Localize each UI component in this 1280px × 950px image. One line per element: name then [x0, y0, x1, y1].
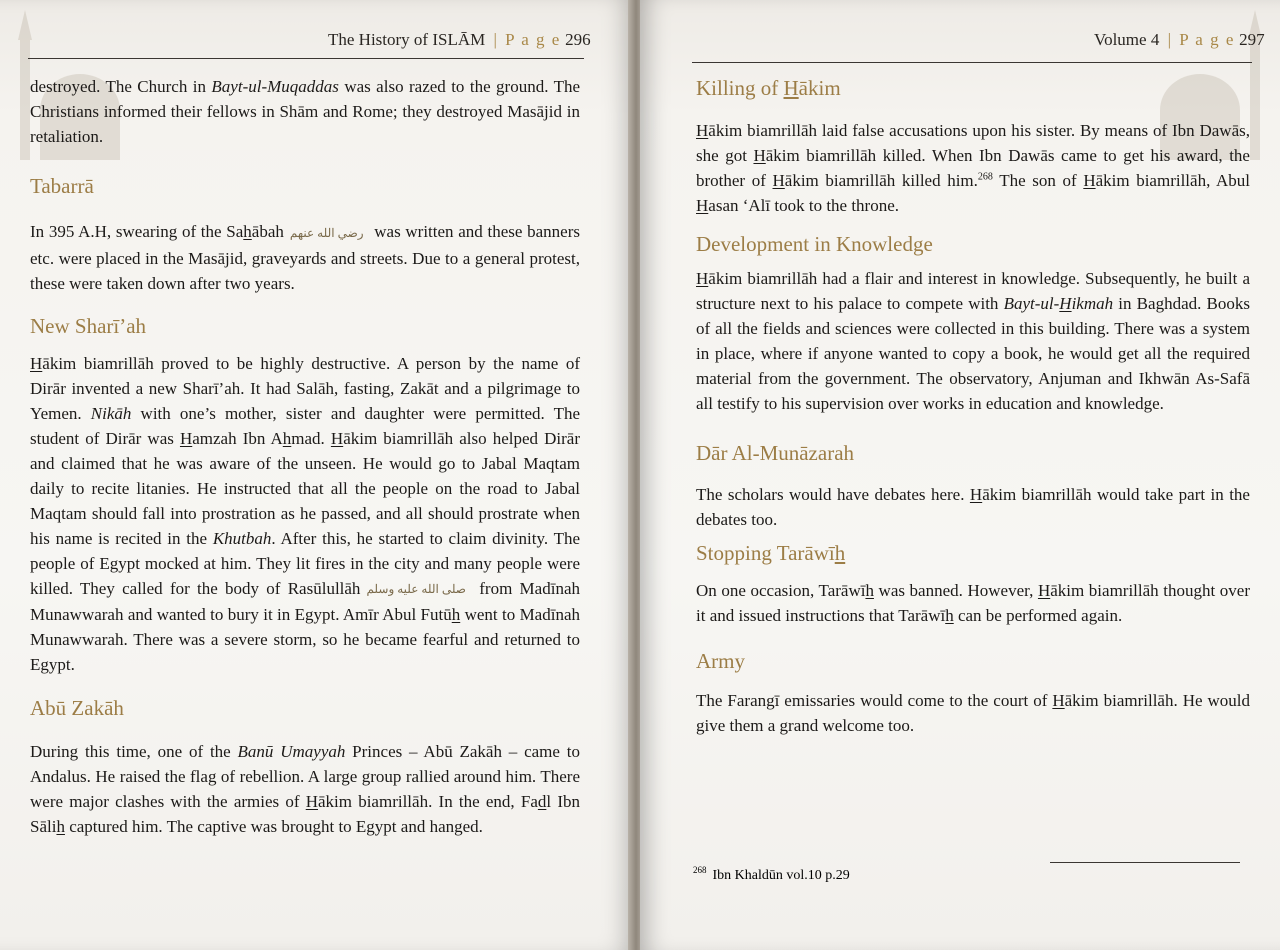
section-heading-abu-zakah: Abū Zakāh [30, 696, 124, 721]
book-title: The History of ISLĀM [328, 30, 486, 49]
section-heading-dar-al-munazarah: Dār Al-Munāzarah [696, 441, 855, 465]
footnote-number: 268 [693, 865, 707, 876]
tarawih-paragraph: On one occasion, Tarāwīh was banned. However, Hākim biamrillāh thought over it and issued instructions that Tarāwīh can be performed again. [696, 581, 1250, 625]
section-heading-killing: Killing of Hākim [696, 76, 841, 100]
army-paragraph: The Farangī emissaries would come to the court of Hākim biamrillāh. He would give them a grand welcome too. [696, 691, 1250, 735]
new-shariah-paragraph: Hākim biamrillāh proved to be highly destructive. A person by the name of Dirār invented a new Sharī’ah. It had Salāh, fasting, Zakāt and a pilgrimage to Yemen. Nikāh with one’s mother, sister and daughter were permitted. The student of Dirār was Hamzah Ibn Ahmad. Hākim biamrillāh also helped Dirār and claimed that he was aware of the unseen. He would go to Jabal Maqtam daily to recite litanies. He instructed that all the people on the road to Jabal Maqtam should fall into prostration as he passed, and all should prostrate when his name is recited in the Khutbah. After this, he started to claim divinity. The people of Egypt mocked at him. They lit fires in the city and many people were killed. They called for the body of Rasūlullāh صلى الله عليه وسلم from Madīnah Munawwarah and wanted to bury it in Egypt. Amīr Abul Futūh went to Madīnah Munawwarah. There was a severe storm, so he became fearful and returned to Egypt. [30, 353, 581, 675]
killing-paragraph: Hākim biamrillāh laid false accusations upon his sister. By means of Ibn Dawās, she got Hākim biamrillāh killed. When Ibn Dawās came to get his award, the brother of Hākim biamrillāh killed him.$^{268}$ The son of Hākim biamrillāh, Abul Hasan ‘Alī took to the throne. [696, 121, 1251, 215]
header-separator: | [493, 30, 497, 49]
right-page [640, 0, 1280, 950]
left-page [0, 0, 632, 950]
right-page-header [1094, 30, 1265, 50]
section-heading-development: Development in Knowledge [696, 232, 933, 256]
right-content [696, 75, 1250, 738]
development-paragraph: Hākim biamrillāh had a flair and interest in knowledge. Subsequently, he built a structure next to his palace to compete with Bayt-ul-Hikmah in Baghdad. Books of all the fields and sciences were collected in this building. There was a system in place, where if anyone wanted to copy a book, he would get all the required material from the government. The observatory, Anjuman and Ikhwān As-Safā all testify to his supervision over works in education and knowledge. [696, 269, 1250, 413]
abu-zakah-paragraph: During this time, one of the Banū Umayyah Princes – Abū Zakāh – came to Andalus. He raised the flag of rebellion. A large group rallied around him. There were major clashes with the armies of Hākim biamrillāh. In the end, Fadl Ibn Sālih captured him. The captive was brought to Egypt and hanged. [30, 742, 580, 837]
salutation-glyph: صلى الله عليه وسلم [366, 582, 466, 597]
page-label: P a g e [1179, 30, 1235, 49]
page-label: P a g e [505, 30, 561, 49]
salutation-glyph: رضي الله عنهم [289, 225, 364, 240]
section-heading-new-shariah: New Sharī’ah [30, 313, 147, 338]
header-separator: | [1167, 30, 1171, 49]
left-header-rule [28, 58, 584, 59]
section-heading-army: Army [696, 649, 745, 673]
page-number: 296 [565, 30, 591, 49]
continuation-paragraph: destroyed. The Church in Bayt-ul-Muqaddas was also razed to the ground. The Christians informed their fellows in Shām and Rome; they destroyed Masājid in retaliation. [30, 77, 580, 146]
tabarra-paragraph: In 395 A.H, swearing of the Sahābah رضي الله عنهم was written and these banners etc. were placed in the Masājid, graveyards and streets. Due to a general protest, these were taken down after two years. [30, 222, 580, 293]
page-number: 297 [1239, 30, 1265, 49]
left-content [30, 74, 580, 839]
footnote-text: Ibn Khaldūn vol.10 p.29 [712, 868, 850, 883]
footnote-rule [1050, 862, 1240, 863]
section-heading-tabarra: Tabarrā [30, 174, 94, 198]
left-page-header [328, 30, 591, 50]
dar-paragraph: The scholars would have debates here. Hākim biamrillāh would take part in the debates too. [696, 485, 1250, 529]
footnote [693, 865, 850, 884]
right-header-rule [692, 62, 1252, 63]
volume-label: Volume 4 [1094, 30, 1160, 49]
footnote-reference[interactable]: 268 [977, 171, 993, 183]
section-heading-tarawih: Stopping Tarāwīh [696, 541, 846, 565]
